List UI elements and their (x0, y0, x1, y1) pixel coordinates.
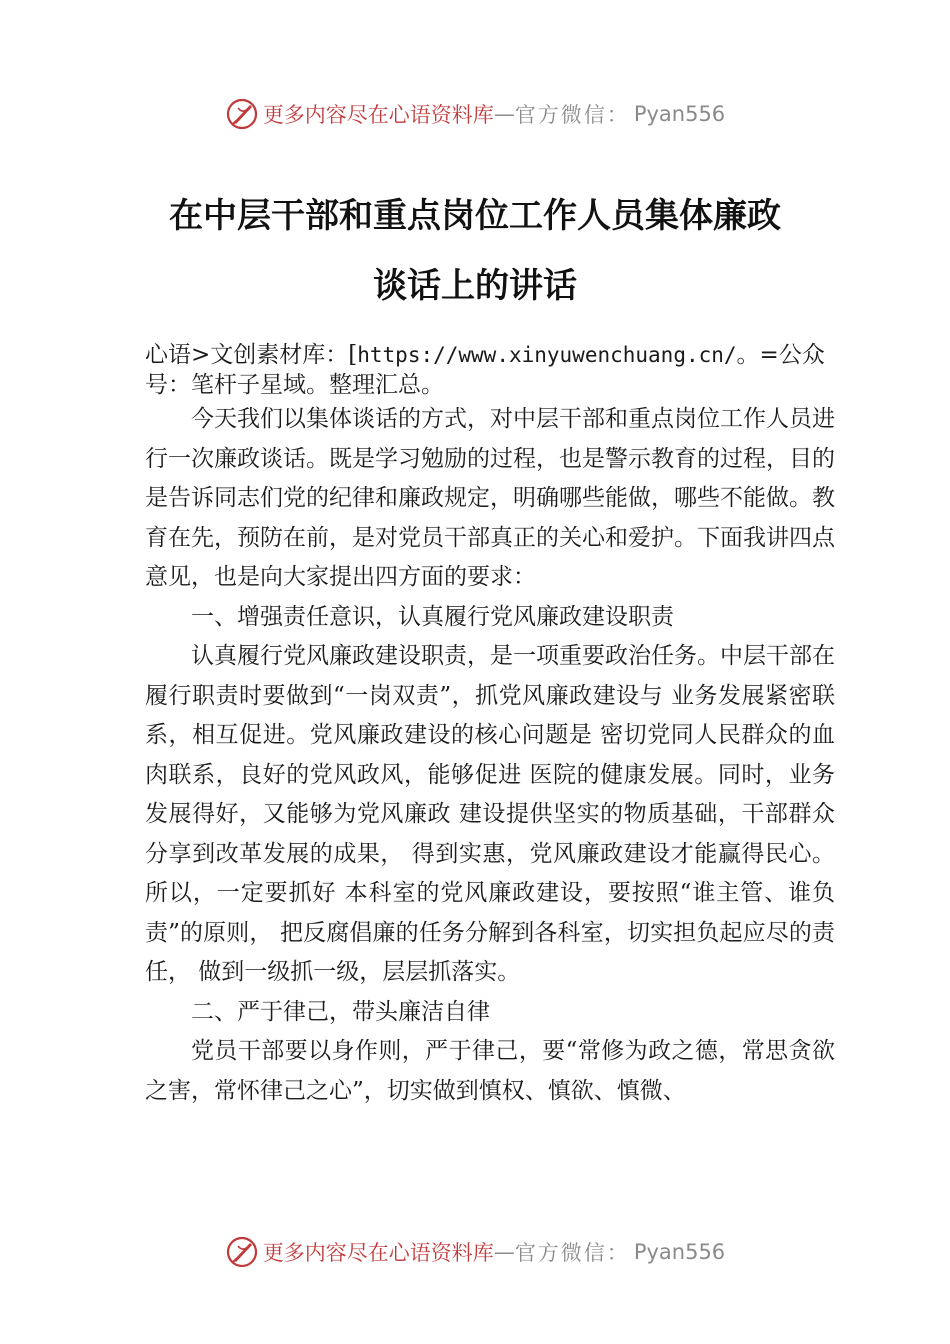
quill-pen-logo-icon (225, 97, 259, 131)
paragraph-intro: 今天我们以集体谈话的方式，对中层干部和重点岗位工作人员进行一次廉政谈话。既是学习勉励的过程，也是警示教育的过程，目的是告诉同志们党的纪律和廉政规定，明确哪些能做，哪些不能做。教育在先，预防在前，是对党员干部真正的关心和爱护。下面我讲四点意见，也是向大家提出四方面的要求： (145, 406, 835, 590)
banner-wechat-id: Pyan556 (633, 1240, 726, 1264)
banner-main-text: 更多内容尽在心语资料库 (262, 103, 494, 127)
header-banner (0, 94, 950, 134)
source-url[interactable]: https://www.xinyuwenchuang.cn/ (357, 343, 737, 367)
document-title-line1: 在中层干部和重点岗位工作人员集体廉政 (169, 196, 781, 236)
paragraph-section-1: 认真履行党风廉政建设职责，是一项重要政治任务。中层干部在履行职责时要做到“一岗双责”，抓党风廉政建设与 业务发展紧密联系，相互促进。党风廉政建设的核心问题是 密切党同人民群众的血肉联系，良好的党风政风，能够促进 医院的健康发展。同时，业务发展得好，又能够为党风廉政 建设提供坚实的物质基础，干部群众分享到改革发展的成果， 得到实惠，党风廉政建设才能赢得民心。所以，一定要抓好 本科室的党风廉政建设，要按照“谁主管、谁负责”的原则， 把反腐倡廉的任务分解到各科室，切实担负起应尽的责任， 做到一级抓一级，层层抓落实。 (145, 643, 835, 985)
banner-wechat-id: Pyan556 (633, 102, 726, 126)
source-suffix: 。=公众号：笔杆子星域。整理汇总。 (145, 342, 825, 398)
document-title-line2: 谈话上的讲话 (373, 266, 577, 306)
banner-main-text: 更多内容尽在心语资料库 (262, 1241, 494, 1265)
source-prefix: 心语>文创素材库：[ (145, 342, 358, 368)
source-note (145, 340, 845, 400)
section-heading-1: 一、增强责任意识，认真履行党风廉政建设职责 (191, 603, 674, 630)
document-body (145, 400, 835, 1111)
banner-wechat-label: 官方微信： (514, 103, 630, 127)
quill-pen-logo-icon (225, 1235, 259, 1269)
paragraph-section-2: 党员干部要以身作则，严于律己，要“常修为政之德，常思贪欲之害，常怀律己之心”，切实做到慎权、慎欲、慎微、 (145, 1038, 835, 1104)
footer-banner (0, 1232, 950, 1272)
banner-dash: — (493, 1240, 515, 1264)
section-heading-2: 二、严于律己，带头廉洁自律 (191, 998, 490, 1025)
banner-dash: — (493, 102, 515, 126)
banner-wechat-label: 官方微信： (514, 1241, 630, 1265)
